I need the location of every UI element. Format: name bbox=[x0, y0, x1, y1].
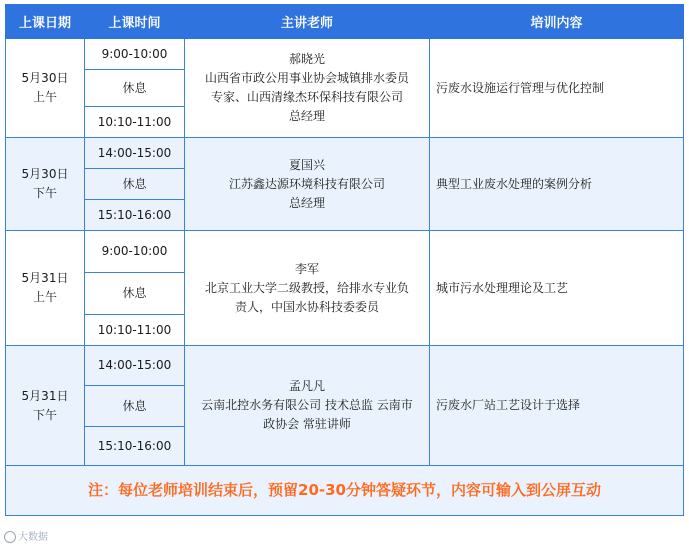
teacher-cell: 孟凡凡 云南北控水务有限公司 技术总监 云南市 政协会 常驻讲师 bbox=[185, 346, 430, 466]
header-row bbox=[6, 5, 684, 39]
session-date: 5月30日 下午 bbox=[6, 138, 85, 231]
time-slot: 14:00-15:00 bbox=[85, 138, 185, 169]
break-slot: 休息 bbox=[85, 273, 185, 315]
time-slot: 9:00-10:00 bbox=[85, 39, 185, 70]
session-date: 5月30日 上午 bbox=[6, 39, 85, 138]
header-content: 培训内容 bbox=[430, 5, 684, 39]
session-date: 5月31日 上午 bbox=[6, 231, 85, 346]
content-cell: 污废水厂站工艺设计于选择 bbox=[430, 346, 684, 466]
session-row bbox=[6, 138, 684, 169]
content-cell: 污废水设施运行管理与优化控制 bbox=[430, 39, 684, 138]
time-slot: 15:10-16:00 bbox=[85, 427, 185, 466]
session-date: 5月31日 下午 bbox=[6, 346, 85, 466]
break-slot: 休息 bbox=[85, 169, 185, 200]
header-date: 上课日期 bbox=[6, 5, 85, 39]
note-row bbox=[6, 466, 684, 516]
note-text: 注：每位老师培训结束后，预留20-30分钟答疑环节，内容可输入到公屏互动 bbox=[6, 466, 684, 516]
content-cell: 典型工业废水处理的案例分析 bbox=[430, 138, 684, 231]
watermark-logo-icon bbox=[4, 531, 16, 543]
teacher-cell: 李军 北京工业大学二级教授，给排水专业负 责人，中国水协科技委委员 bbox=[185, 231, 430, 346]
header-time: 上课时间 bbox=[85, 5, 185, 39]
session-row bbox=[6, 346, 684, 386]
break-slot: 休息 bbox=[85, 386, 185, 427]
session-row bbox=[6, 231, 684, 273]
time-slot: 10:10-11:00 bbox=[85, 315, 185, 346]
teacher-cell: 夏国兴 江苏鑫达源环境科技有限公司 总经理 bbox=[185, 138, 430, 231]
session-row bbox=[6, 39, 684, 70]
time-slot: 10:10-11:00 bbox=[85, 107, 185, 138]
schedule-table bbox=[5, 4, 684, 516]
time-slot: 9:00-10:00 bbox=[85, 231, 185, 273]
time-slot: 15:10-16:00 bbox=[85, 200, 185, 231]
header-teacher: 主讲老师 bbox=[185, 5, 430, 39]
content-cell: 城市污水处理理论及工艺 bbox=[430, 231, 684, 346]
teacher-cell: 郝晓光 山西省市政公用事业协会城镇排水委员 专家、山西清缘杰环保科技有限公司 总经理 bbox=[185, 39, 430, 138]
break-slot: 休息 bbox=[85, 70, 185, 107]
watermark: 大数据 bbox=[4, 528, 48, 543]
time-slot: 14:00-15:00 bbox=[85, 346, 185, 386]
